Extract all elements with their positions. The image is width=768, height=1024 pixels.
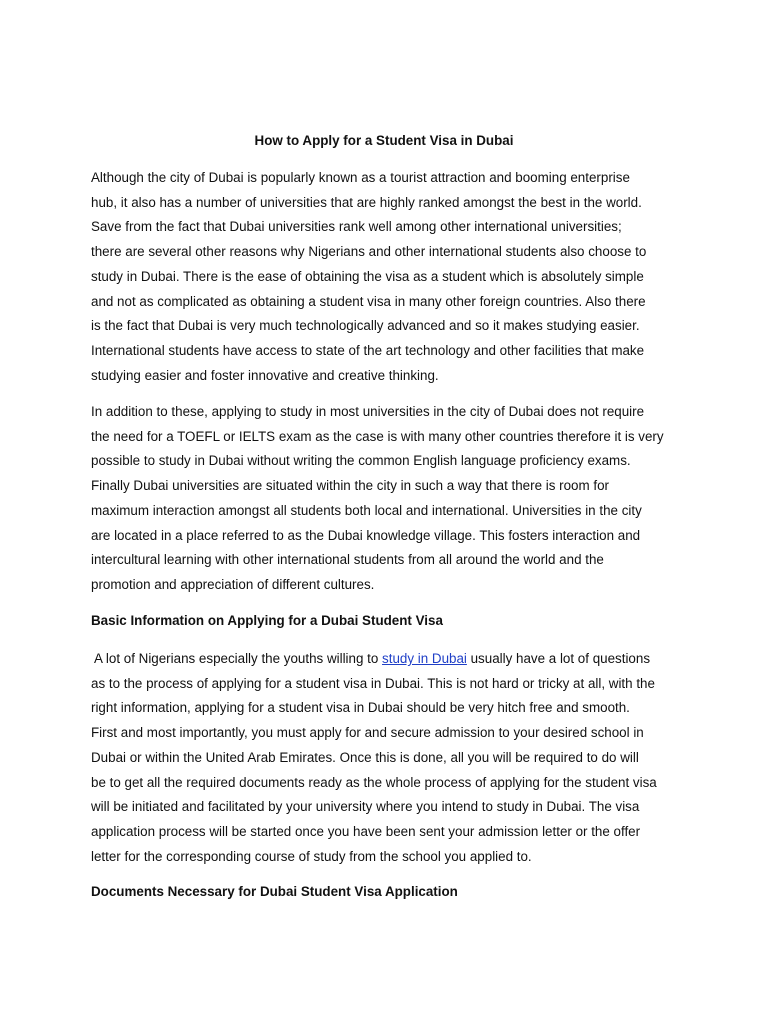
text-line: will be initiated and facilitated by your university where you intend to study in Dubai. The visa (91, 799, 640, 815)
text-line: application process will be started once you have been sent your admission letter or the offer (91, 823, 641, 839)
section-heading-documents-necessary: Documents Necessary for Dubai Student Visa Application (91, 884, 458, 899)
paragraph-intro (91, 166, 681, 388)
text-line: Save from the fact that Dubai universities rank well among other international universities; (91, 219, 622, 235)
study-in-dubai-link[interactable]: study in Dubai (382, 651, 467, 666)
text-line: there are several other reasons why Nigerians and other international students also choose to (91, 244, 647, 260)
text-line: as to the process of applying for a student visa in Dubai. This is not hard or tricky at all, with the (91, 675, 655, 691)
text-line: intercultural learning with other international students from all around the world and the (91, 552, 604, 568)
text-line: hub, it also has a number of universities that are highly ranked amongst the best in the world. (91, 194, 642, 210)
text-line: studying easier and foster innovative and creative thinking. (91, 367, 439, 383)
text-line: are located in a place referred to as the Dubai knowledge village. This fosters interaction and (91, 527, 641, 543)
text-line: Dubai or within the United Arab Emirates. Once this is done, all you will be required to do will (91, 749, 639, 765)
text-line (91, 647, 681, 672)
text-line: is the fact that Dubai is very much technologically advanced and so it makes studying easier. (91, 318, 640, 334)
text-line: First and most importantly, you must apply for and secure admission to your desired school in (91, 725, 644, 741)
text-line: be to get all the required documents ready as the whole process of applying for the student visa (91, 774, 657, 790)
text-fragment: usually have a lot of questions (466, 651, 651, 666)
text-line: Although the city of Dubai is popularly known as a tourist attraction and booming enterprise (91, 170, 630, 185)
text-line: In addition to these, applying to study in most universities in the city of Dubai does not require (91, 404, 645, 419)
text-line: promotion and appreciation of different cultures. (91, 576, 375, 592)
text-line: possible to study in Dubai without writing the common English language proficiency exams. (91, 453, 631, 469)
text-line: right information, applying for a student visa in Dubai should be very hitch free and smooth. (91, 700, 630, 716)
text-fragment: A lot of Nigerians especially the youths willing to (91, 651, 383, 666)
text-line: the need for a TOEFL or IELTS exam as the case is with many other countries therefore it is very (91, 428, 664, 444)
section-heading-basic-information: Basic Information on Applying for a Dubai Student Visa (91, 613, 443, 628)
text-line: maximum interaction amongst all students both local and international. Universities in the city (91, 502, 642, 518)
paragraph-application-process (91, 647, 681, 869)
text-line: study in Dubai. There is the ease of obtaining the visa as a student which is absolutely simple (91, 268, 644, 284)
document-title: How to Apply for a Student Visa in Dubai (254, 133, 514, 148)
paragraph-additional-reasons (91, 400, 681, 598)
text-line: letter for the corresponding course of study from the school you applied to. (91, 848, 532, 864)
text-line: International students have access to state of the art technology and other facilities that make (91, 342, 645, 358)
text-line: Finally Dubai universities are situated within the city in such a way that there is room for (91, 478, 610, 494)
text-line: and not as complicated as obtaining a student visa in many other foreign countries. Also there (91, 293, 646, 309)
